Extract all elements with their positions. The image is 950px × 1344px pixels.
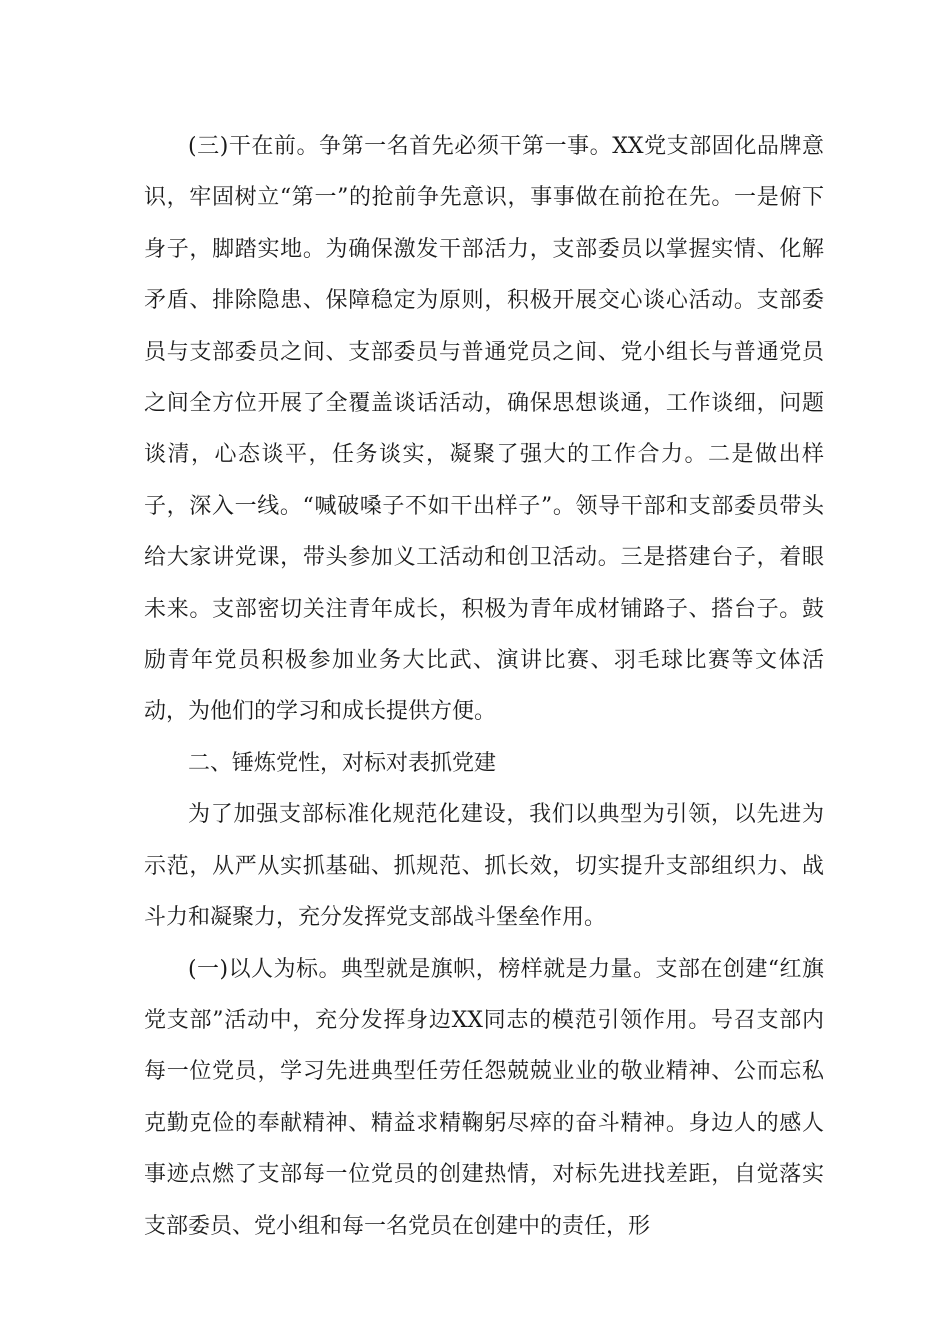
paragraph-standardization: 为了加强支部标准化规范化建设，我们以典型为引领，以先进为示范，从严从实抓基础、抓规范、抓长效，切实提升支部组织力、战斗力和凝聚力，充分发挥党支部战斗堡垒作用。 (144, 802, 824, 931)
section-heading-2: 二、锤炼党性，对标对表抓党建 (188, 750, 497, 776)
document-body (144, 121, 824, 1252)
paragraph-role-models: (一)以人为标。典型就是旗帜，榜样就是力量。支部在创建“红旗党支部”活动中，充分发挥身边XX同志的模范引领作用。号召支部内每一位党员，学习先进典型任劳任怨兢兢业业的敬业精神、公而忘私克勤克俭的奉献精神、精益求精鞠躬尽瘁的奋斗精神。身边人的感人事迹点燃了支部每一位党员的创建热情，对标先进找差距，自觉落实支部委员、党小组和每一名党员在创建中的责任，形 (144, 956, 824, 1239)
paragraph-action-first: (三)干在前。争第一名首先必须干第一事。XX党支部固化品牌意识，牢固树立“第一”的抢前争先意识，事事做在前抢在先。一是俯下身子，脚踏实地。为确保激发干部活力，支部委员以掌握实情、化解矛盾、排除隐患、保障稳定为原则，积极开展交心谈心活动。支部委员与支部委员之间、支部委员与普通党员之间、党小组长与普通党员之间全方位开展了全覆盖谈话活动，确保思想谈通，工作谈细，问题谈清，心态谈平，任务谈实，凝聚了强大的工作合力。二是做出样子，深入一线。“喊破嗓子不如干出样子”。领导干部和支部委员带头给大家讲党课，带头参加义工活动和创卫活动。三是搭建台子，着眼未来。支部密切关注青年成长，积极为青年成材铺路子、搭台子。鼓励青年党员积极参加业务大比武、演讲比赛、羽毛球比赛等文体活动，为他们的学习和成长提供方便。 (144, 134, 824, 725)
